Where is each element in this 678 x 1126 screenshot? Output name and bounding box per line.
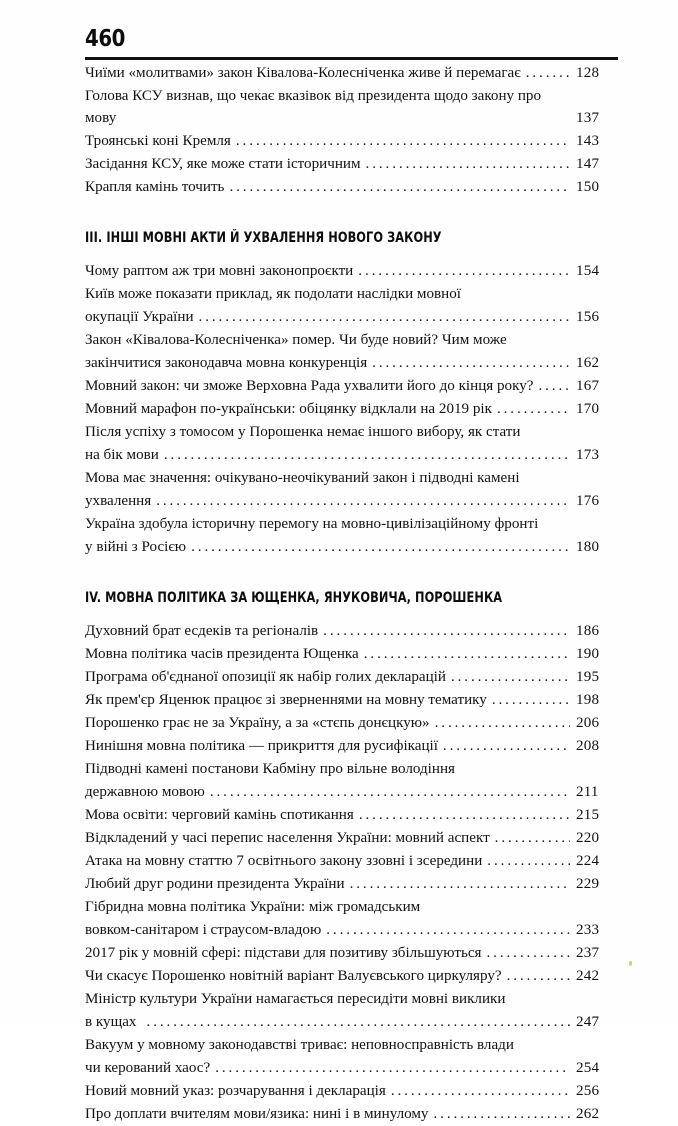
toc-page-number: 170 [576, 401, 600, 418]
toc-page-number: 147 [576, 156, 600, 173]
toc-entry-title: Мовна політика часів президента Ющенка [85, 646, 359, 663]
page-folio-container [85, 26, 618, 52]
toc-page-number: 215 [576, 807, 600, 824]
toc-entry-title: Голова КСУ визнав, що чекає вказівок від президента щодо закону про мову [85, 88, 545, 127]
toc-entry-title: Любий друг родини президента України [85, 876, 345, 893]
toc-entry-line[interactable] [85, 942, 618, 964]
toc-page-number: 180 [576, 539, 600, 556]
toc-entry-title: Нинішня мовна політика — прикриття для русифікації [85, 738, 438, 755]
toc-entry-title: Чому раптом аж три мовні законопроєкти [85, 263, 354, 280]
toc-entry-title: Підводні камені постанови Кабміну про вільне володіння [85, 761, 455, 778]
toc-entry-line[interactable] [85, 919, 618, 941]
section-heading: IV. МОВНА ПОЛІТИКА ЗА ЮЩЕНКА, ЯНУКОВИЧА, ПОРОШЕНКА [85, 590, 503, 607]
toc-dot-leader [486, 942, 570, 964]
page-number: 460 [85, 26, 126, 52]
toc-entry-line[interactable] [85, 176, 618, 198]
toc-entry-line[interactable] [85, 153, 618, 175]
toc-page-number: 208 [576, 738, 600, 755]
toc-entry-line[interactable] [85, 375, 618, 397]
toc-entry-title: державною мовою [85, 784, 205, 801]
toc-page-number: 237 [576, 945, 600, 962]
toc-dot-leader [323, 620, 570, 642]
section-heading: III. ІНШІ МОВНІ АКТИ Й УХВАЛЕННЯ НОВОГО ЗАКОНУ [85, 230, 442, 247]
toc-entry-title: Чиїми «молитвами» закон Ківалова-Колесніченка живе й перемагає [85, 65, 521, 81]
toc-page-number: 254 [576, 1060, 600, 1077]
section-spacer [85, 247, 618, 260]
toc-dot-leader [215, 1057, 570, 1079]
toc-entry-title: Мова освіти: черговий камінь спотикання [85, 807, 354, 824]
toc-dot-leader [236, 130, 570, 152]
toc-page-number: 137 [576, 110, 600, 127]
toc-page-number: 242 [576, 968, 600, 985]
toc-entry-line[interactable] [85, 804, 618, 826]
toc-dot-leader [147, 1011, 570, 1033]
toc-entry-line[interactable] [85, 1080, 618, 1102]
toc-dot-leader [495, 827, 570, 849]
toc-page-number: 128 [576, 65, 600, 81]
toc-page-number: 211 [576, 784, 599, 801]
toc-entry-line[interactable] [85, 850, 618, 872]
toc-dot-leader [156, 490, 570, 512]
toc-page-number: 167 [576, 378, 600, 395]
toc-entry-line[interactable] [85, 306, 618, 328]
toc-entry-title: Програма об'єднаної опозиції як набір голих декларацій [85, 669, 446, 686]
toc-page-number: 143 [576, 133, 600, 150]
toc-entry-title: вовком-санітаром і страусом-владою [85, 922, 322, 939]
scan-artifact-speck [629, 961, 632, 966]
toc-entry-title: Атака на мовну статтю 7 освітнього закону ззовні і зсередини [85, 853, 483, 870]
toc-page-number: 186 [576, 623, 600, 640]
toc-entry-line[interactable] [85, 712, 618, 734]
toc-dot-leader [359, 804, 570, 826]
toc-entry-title: Мовний закон: чи зможе Верховна Рада ухвалити його до кінця року? [85, 378, 534, 395]
toc-dot-leader [566, 107, 572, 129]
toc-entry-title: окупації України [85, 309, 194, 326]
toc-dot-leader [497, 398, 570, 420]
toc-dot-leader [492, 689, 570, 711]
toc-entry-line[interactable] [85, 1034, 618, 1056]
toc-entry-line[interactable] [85, 283, 618, 305]
toc-dot-leader [435, 712, 570, 734]
toc-page-number: 173 [576, 447, 600, 464]
toc-entry-title: Порошенко грає не за Україну, а за «стєпь донєцкую» [85, 715, 430, 732]
toc-entry-title: Новий мовний указ: розчарування і декларація [85, 1083, 386, 1100]
toc-dot-leader [443, 735, 570, 757]
toc-entry-line[interactable] [85, 896, 618, 918]
toc-dot-leader [358, 260, 570, 282]
toc-dot-leader [364, 643, 570, 665]
toc-entry-title: чи керований хаос? [85, 1060, 211, 1077]
toc-page-number: 156 [576, 309, 600, 326]
toc-page-number: 176 [576, 493, 600, 510]
toc-dot-leader [391, 1080, 570, 1102]
toc-page-number: 162 [576, 355, 600, 372]
toc-entry-line[interactable] [85, 873, 618, 895]
toc-dot-leader [164, 444, 570, 466]
toc-entry-title: 2017 рік у мовній сфері: підстави для позитиву збільшуються [85, 945, 482, 962]
toc-entry-line[interactable] [85, 130, 618, 152]
toc-dot-leader [366, 153, 570, 175]
toc-page-number: 256 [576, 1083, 600, 1100]
toc-entry-title: Вакуум у мовному законодавстві триває: неповносправність влади [85, 1037, 514, 1054]
toc-dot-leader [526, 62, 570, 84]
toc-entry-title: Засідання КСУ, яке може стати історичним [85, 156, 361, 173]
toc-entry-title: у війні з Росією [85, 539, 187, 556]
toc-entry-line[interactable] [85, 62, 618, 84]
toc-entry-line[interactable] [85, 965, 618, 987]
toc-entry-line[interactable] [85, 1011, 618, 1033]
section-spacer [85, 559, 618, 589]
toc-entry-line[interactable] [85, 398, 618, 420]
toc-dot-leader [326, 919, 570, 941]
toc-entry-line[interactable] [85, 758, 618, 780]
toc-dot-leader [372, 352, 570, 374]
toc-dot-leader [350, 873, 570, 895]
toc-entry-line[interactable] [85, 467, 618, 489]
toc-page-number: 150 [576, 179, 600, 196]
toc-entry-line[interactable] [85, 689, 618, 711]
toc-entry-line[interactable] [85, 260, 618, 282]
toc-entry-line[interactable] [85, 620, 618, 642]
toc-entry-line[interactable] [85, 1103, 618, 1125]
toc-entry-title: Духовний брат есдеків та регіоналів [85, 623, 319, 640]
toc-dot-leader [229, 176, 570, 198]
toc-entry-line[interactable] [85, 536, 618, 558]
toc-dot-leader [507, 965, 570, 987]
toc-entry-line[interactable] [85, 1057, 618, 1079]
toc-entry-title: в кущах [85, 1014, 137, 1031]
toc-page-number: 154 [576, 263, 600, 280]
toc-entry-line[interactable] [85, 735, 618, 757]
toc-entry-title: закінчитися законодавча мовна конкуренція [85, 355, 368, 372]
toc-entry-title: Мова має значення: очікувано-неочікуваний закон і підводні камені [85, 470, 520, 487]
toc-entry-title: Як прем'єр Яценюк працює зі зверненнями на мовну тематику [85, 692, 487, 709]
toc-dot-leader [451, 666, 570, 688]
header-divider-rule [85, 57, 618, 60]
toc-entry-title: Київ може показати приклад, як подолати наслідки мовної [85, 286, 461, 303]
toc-entry-title: Мовний марафон по-українськи: обіцянку відклали на 2019 рік [85, 401, 492, 418]
toc-page-number: 224 [576, 853, 600, 870]
toc-entry-title: Після успіху з томосом у Порошенка немає іншого вибору, як стати [85, 424, 521, 441]
toc-page-number: 190 [576, 646, 600, 663]
toc-page-number: 220 [576, 830, 600, 847]
toc-page-number: 206 [576, 715, 600, 732]
toc-entry-line[interactable] [85, 827, 618, 849]
toc-page-number: 233 [576, 922, 600, 939]
toc-page-number: 229 [576, 876, 600, 893]
table-of-contents [85, 62, 618, 1126]
toc-entry-line[interactable] [85, 666, 618, 688]
toc-entry-line[interactable] [85, 643, 618, 665]
toc-entry-title: Крапля камінь точить [85, 179, 225, 196]
toc-dot-leader [191, 536, 570, 558]
toc-page-number: 195 [576, 669, 600, 686]
toc-dot-leader [199, 306, 570, 328]
toc-entry-title: Міністр культури України намагається пересидіти мовні виклики [85, 991, 506, 1008]
toc-entry-line[interactable] [85, 421, 618, 443]
toc-page-number: 198 [576, 692, 600, 709]
toc-entry-title: Відкладений у часі перепис населення України: мовний аспект [85, 830, 490, 847]
toc-dot-leader [433, 1103, 570, 1125]
toc-entry-line[interactable] [85, 444, 618, 466]
toc-entry-line[interactable] [85, 490, 618, 512]
toc-entry-line[interactable] [85, 85, 618, 130]
toc-entry-title: Україна здобула історичну перемогу на мовно-цивілізаційному фронті [85, 516, 539, 533]
section-spacer [85, 199, 618, 229]
toc-entry-line[interactable] [85, 329, 618, 351]
toc-page-number: 262 [576, 1106, 600, 1123]
section-spacer [85, 607, 618, 620]
toc-entry-title: Закон «Ківалова-Колесніченка» помер. Чи буде новий? Чим може [85, 332, 507, 349]
toc-entry-line[interactable] [85, 988, 618, 1010]
toc-entry-line[interactable] [85, 781, 618, 803]
toc-entry-title: ухвалення [85, 493, 152, 510]
toc-entry-line[interactable] [85, 513, 618, 535]
toc-entry-title: Гібридна мовна політика України: між громадським [85, 899, 421, 916]
toc-entry-title: на бік мови [85, 447, 159, 464]
toc-entry-title: Троянські коні Кремля [85, 133, 231, 150]
toc-dot-leader [487, 850, 570, 872]
toc-dot-leader [538, 375, 570, 397]
toc-page-number: 247 [576, 1014, 600, 1031]
toc-entry-title: Про доплати вчителям мови/язика: нині і в минулому [85, 1106, 429, 1123]
toc-entry-line[interactable] [85, 352, 618, 374]
toc-dot-leader [210, 781, 570, 803]
toc-entry-title: Чи скасує Порошенко новітній варіант Валуєвського циркуляру? [85, 968, 502, 985]
